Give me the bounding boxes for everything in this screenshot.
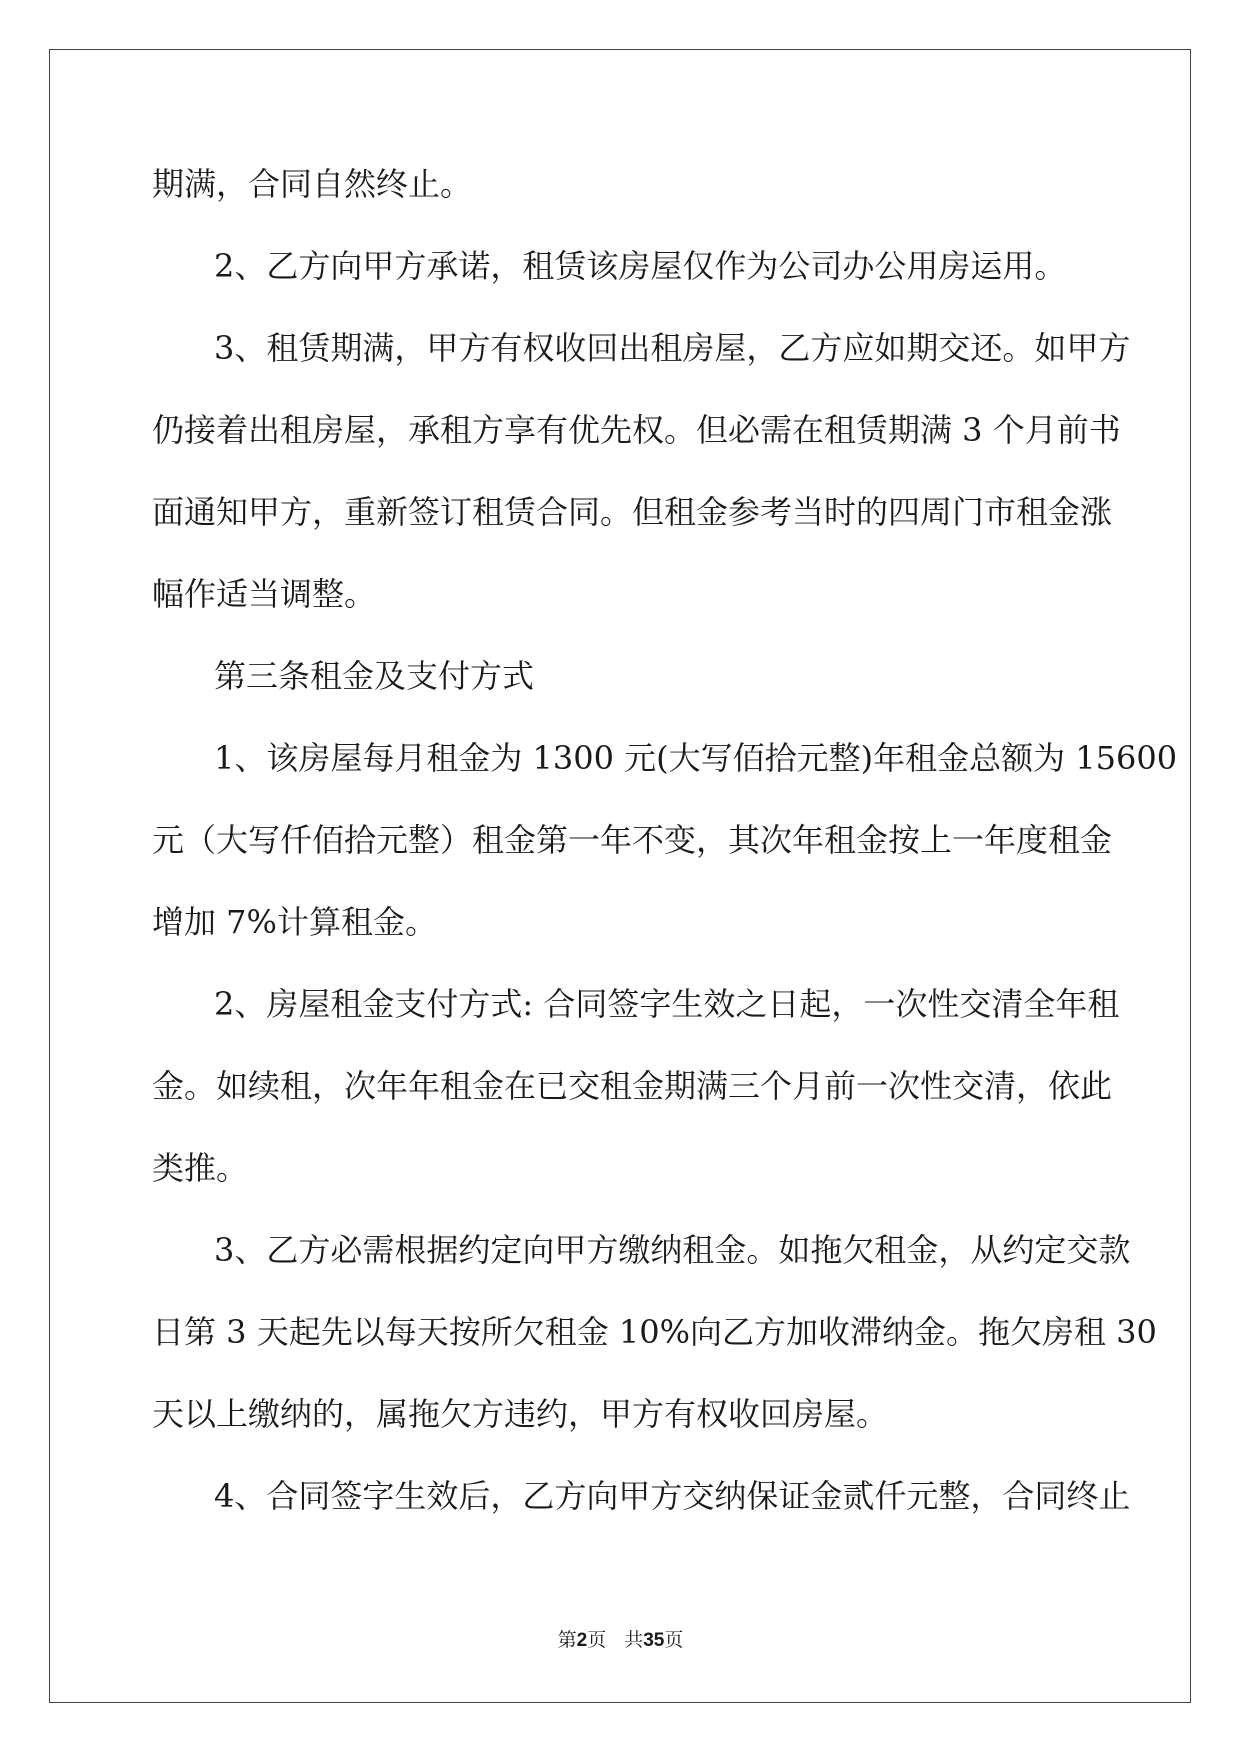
paragraph-line: 增加 7%计算租金。 — [152, 903, 437, 941]
section-heading: 第三条租金及支付方式 — [214, 657, 535, 695]
paragraph-line: 金。如续租，次年年租金在已交租金期满三个月前一次性交清，依此 — [152, 1067, 1113, 1105]
total-suffix: 页 — [664, 1629, 684, 1651]
paragraph-line: 1、该房屋每月租金为 1300 元(大写佰拾元整)年租金总额为 15600 — [214, 739, 1178, 777]
paragraph-line: 期满，合同自然终止。 — [152, 165, 473, 203]
page-suffix: 页 — [587, 1629, 607, 1651]
page-prefix: 第 — [557, 1629, 577, 1651]
paragraph-line: 4、合同签字生效后，乙方向甲方交纳保证金贰仟元整，合同终止 — [214, 1477, 1131, 1515]
paragraph-line: 幅作适当调整。 — [152, 575, 377, 613]
page-footer — [0, 1625, 1241, 1652]
total-prefix: 共 — [624, 1629, 644, 1651]
paragraph-line: 2、房屋租金支付方式: 合同签字生效之日起，一次性交清全年租 — [214, 985, 1120, 1023]
total-pages: 35 — [643, 1630, 665, 1651]
paragraph-line: 元（大写仟佰拾元整）租金第一年不变，其次年租金按上一年度租金 — [152, 821, 1113, 859]
paragraph-line: 类推。 — [152, 1149, 249, 1187]
page-number: 2 — [576, 1630, 588, 1651]
paragraph-line: 日第 3 天起先以每天按所欠租金 10%向乙方加收滞纳金。拖欠房租 30 — [152, 1313, 1157, 1351]
paragraph-line: 2、乙方向甲方承诺，租赁该房屋仅作为公司办公用房运用。 — [214, 247, 1067, 285]
paragraph-line: 仍接着出租房屋，承租方享有优先权。但必需在租赁期满 3 个月前书 — [152, 411, 1121, 449]
paragraph-line: 3、租赁期满，甲方有权收回出租房屋，乙方应如期交还。如甲方 — [214, 329, 1131, 367]
paragraph-line: 3、乙方必需根据约定向甲方缴纳租金。如拖欠租金，从约定交款 — [214, 1231, 1131, 1269]
paragraph-line: 天以上缴纳的，属拖欠方违约，甲方有权收回房屋。 — [152, 1395, 889, 1433]
paragraph-line: 面通知甲方，重新签订租赁合同。但租金参考当时的四周门市租金涨 — [152, 493, 1113, 531]
document-body — [152, 160, 1178, 1554]
